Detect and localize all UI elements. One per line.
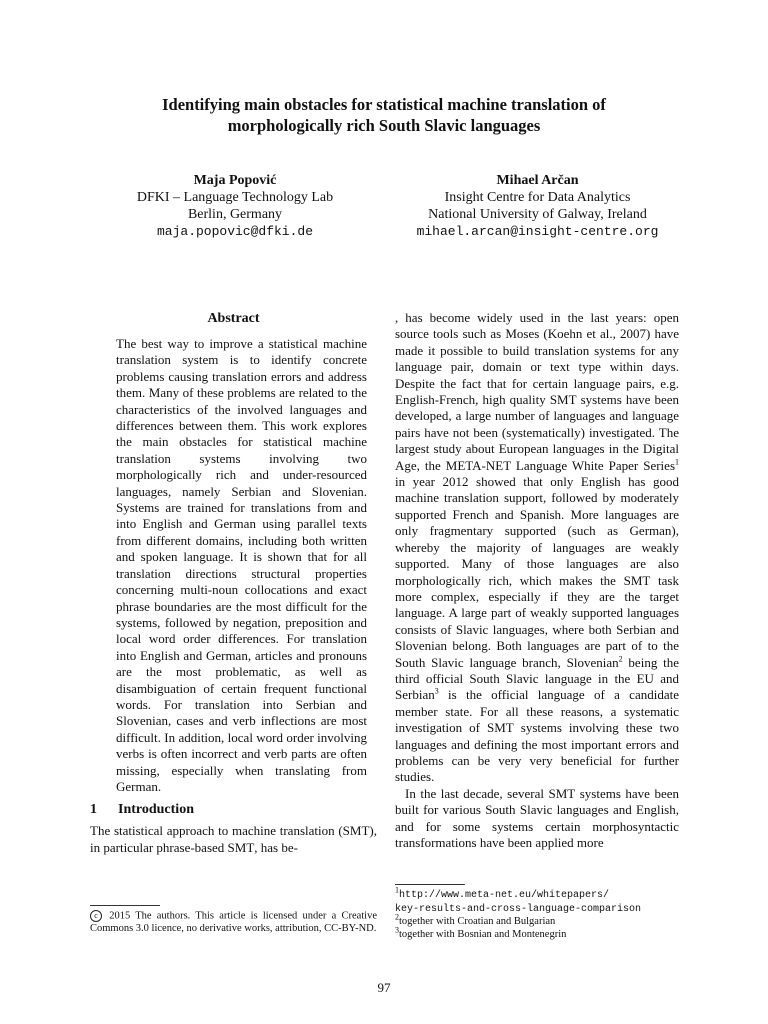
author-block-2 bbox=[385, 172, 690, 240]
copyright-icon: c bbox=[90, 910, 102, 922]
intro-paragraph-2: In the last decade, several SMT systems have been built for various South Slavic languages and English, and for some systems certain morphosyntactic transformations have been applied more bbox=[395, 785, 679, 850]
right-column bbox=[395, 310, 679, 851]
page-number: 97 bbox=[377, 980, 391, 995]
footnote-2: $^2$together with Croatian and Bulgarian bbox=[395, 912, 556, 927]
footnote-1: $^1$http://www.meta-net.eu/whitepapers/ key-results-and-cross-language-comparison bbox=[395, 885, 642, 915]
abstract-text: The best way to improve a statistical machine translation system is to identify concrete problems causing translation errors and address them. Many of these problems are related to the characteristics of the involved languages and differences between them. This work explores the main obstacles for statistical machine translation systems involving two morphologically rich and under-resourced languages, namely Serbian and Slovenian. Systems are trained for translations from and into English and German using parallel texts from different domains, including both written and spoken language. It is shown that for all translation directions structural properties concerning multi-noun collocations and exact phrase boundaries are the most difficult for the systems, followed by negation, preposition and local word order differences. For translation into English and German, articles and pronouns are the most problematic, as well as disambiguation of certain frequent functional words. For translation into Serbian and Slovenian, cases and verb inflections are most difficult. In addition, local word order involving verbs is often incorrect and verb parts are often missing, especially when translating from German. bbox=[116, 336, 367, 794]
footnote-link[interactable]: http://www.meta-net.eu/whitepapers/ bbox=[399, 890, 610, 901]
abstract-heading: Abstract bbox=[207, 311, 260, 326]
footnotes bbox=[395, 884, 695, 941]
copyright-note bbox=[90, 905, 377, 935]
intro-paragraph-continued: , has become widely used in the last years: open source tools such as Moses (Koehn et al., 2007) have made it possible to build translation systems for any language pair, domain or text type within days. Despite the fact that for certain language pairs, e.g. English-French, high quality SMT systems have been developed, a large number of languages and language pairs have not been (systematically) investigated. The largest study about European languages in the Digital Age, the META-NET Language White Paper Series$^1$ in year 2012 showed that only English has good machine translation support, followed by moderately supported French and Spanish. More languages are only fragmentary supported (such as German), whereby the majority of languages are weakly supported. Many of those languages are also morphologically rich, which makes the SMT task more complex, especially if they are the target language. A large part of weakly supported languages consists of Slavic languages, where both Serbian and Slovenian belong. Both languages are part of to the South Slavic language branch, Slovenian$^2$ being the third official South Slavic language in the EU and Serbian$^3$ is the official language of a candidate member state. For all these reasons, a systematic investigation of SMT systems involving these two languages and defining the most important errors and problems can be very very beneficial for further studies. bbox=[395, 310, 680, 785]
footnote-3: $^3$together with Bosnian and Montenegrin bbox=[395, 925, 567, 940]
paper-title bbox=[100, 94, 668, 136]
section-title: Introduction bbox=[118, 802, 194, 818]
author-location: Berlin, Germany bbox=[187, 207, 283, 222]
section-heading bbox=[90, 801, 377, 819]
author-affiliation: DFKI – Language Technology Lab bbox=[136, 190, 334, 205]
author-email: mihael.arcan@insight-centre.org bbox=[416, 224, 659, 239]
title-line-2: morphologically rich South Slavic languages bbox=[227, 116, 541, 135]
footnote-rule bbox=[90, 905, 160, 906]
footnote-ref-1: 1 bbox=[675, 457, 679, 467]
footnote-link-continued[interactable]: key-results-and-cross-language-comparison bbox=[395, 903, 642, 915]
footnote-rule bbox=[395, 884, 465, 885]
author-email: maja.popovic@dfki.de bbox=[156, 224, 314, 239]
author-name: Maja Popović bbox=[193, 173, 277, 188]
author-block-1 bbox=[100, 172, 370, 240]
title-line-1: Identifying main obstacles for statistical machine translation of bbox=[162, 95, 606, 114]
left-column bbox=[90, 310, 377, 856]
footnote-ref-3: 3 bbox=[434, 687, 439, 697]
intro-paragraph-start: The statistical approach to machine translation (SMT), in particular phrase-based SMT, has be- bbox=[90, 823, 377, 855]
author-name: Mihael Arčan bbox=[496, 173, 579, 188]
author-location: National University of Galway, Ireland bbox=[428, 207, 647, 222]
author-affiliation: Insight Centre for Data Analytics bbox=[444, 190, 631, 205]
footnote-ref-2: 2 bbox=[618, 654, 623, 664]
copyright-text: 2015 The authors. This article is licensed under a Creative Commons 3.0 licence, no derivative works, attribution, CC-BY-ND. bbox=[90, 910, 378, 934]
section-number: 1 bbox=[90, 802, 97, 818]
